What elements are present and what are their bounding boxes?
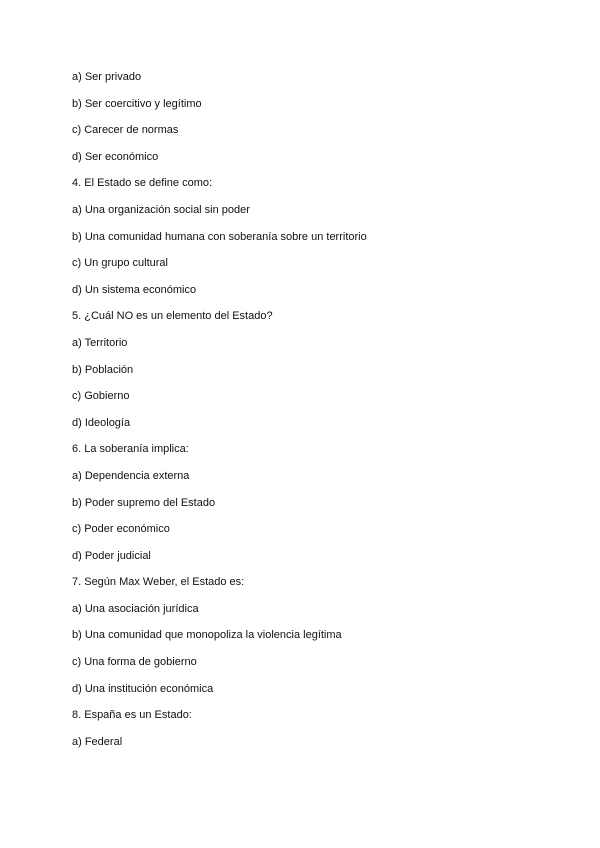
answer-option: d) Ser económico (72, 150, 159, 163)
question-heading: 5. ¿Cuál NO es un elemento del Estado? (72, 310, 273, 323)
answer-option: d) Una institución económica (72, 682, 214, 695)
question-heading: 7. Según Max Weber, el Estado es: (72, 576, 245, 589)
answer-option: c) Una forma de gobierno (72, 656, 197, 669)
answer-option: c) Poder económico (72, 523, 170, 536)
answer-option: b) Poder supremo del Estado (72, 496, 216, 509)
question-list (72, 70, 572, 761)
answer-option: a) Una asociación jurídica (72, 602, 199, 615)
answer-option: a) Una organización social sin poder (72, 203, 250, 216)
answer-option: a) Ser privado (72, 71, 142, 83)
answer-option: d) Un sistema económico (72, 283, 197, 296)
answer-option: b) Una comunidad humana con soberanía sobre un territorio (72, 230, 367, 243)
answer-option: a) Dependencia externa (72, 469, 190, 482)
answer-option: c) Un grupo cultural (72, 257, 168, 270)
answer-option: a) Federal (72, 735, 123, 748)
answer-option: b) Población (72, 363, 134, 376)
answer-option: d) Ideología (72, 416, 131, 429)
answer-option: c) Carecer de normas (72, 124, 179, 137)
question-heading: 6. La soberanía implica: (72, 443, 189, 456)
question-heading: 4. El Estado se define como: (72, 177, 213, 190)
question-heading: 8. España es un Estado: (72, 709, 192, 722)
answer-option: a) Territorio (72, 336, 128, 349)
answer-option: b) Ser coercitivo y legítimo (72, 97, 202, 110)
answer-option: b) Una comunidad que monopoliza la violencia legítima (72, 629, 342, 642)
answer-option: c) Gobierno (72, 390, 130, 403)
answer-option: d) Poder judicial (72, 549, 151, 562)
